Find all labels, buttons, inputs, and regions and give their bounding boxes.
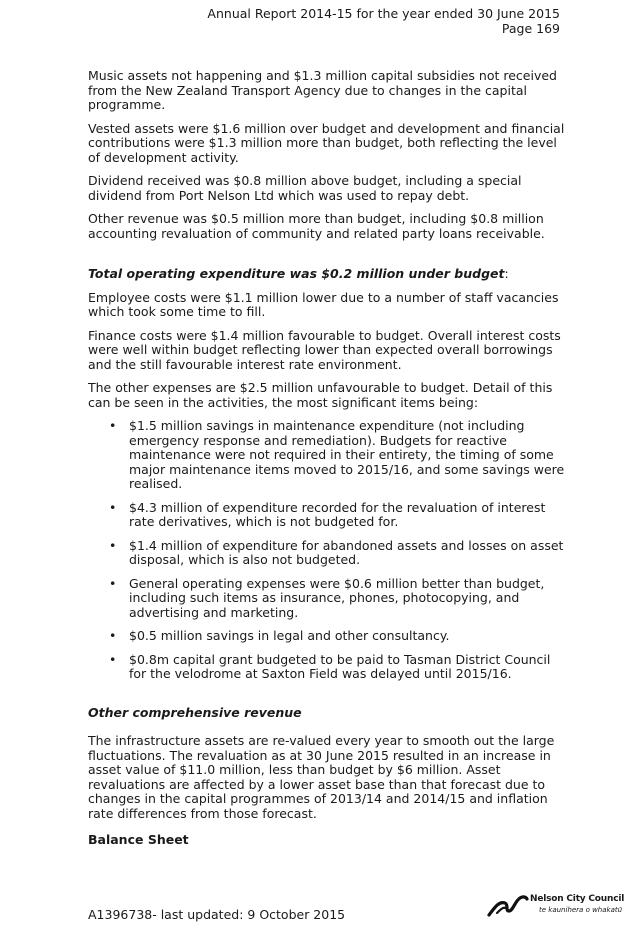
expenditure-heading-line [88,267,568,282]
bullet-icon: • [109,418,117,433]
heading-colon: : [504,266,509,281]
bullet-icon: • [109,575,117,591]
logo-subtitle: te kaunihera o whakatū [539,906,623,914]
expense-bullet-list [88,419,568,682]
list-item-text: $0.8m capital grant budgeted to be paid to Tasman District Council for the velodrome at Saxton Field was delayed until 2015/16. [129,651,551,681]
list-item [88,577,568,621]
page-header [207,6,560,36]
list-item [88,653,568,682]
bullet-icon: • [109,499,117,515]
report-title: Annual Report 2014-15 for the year ended 30 June 2015 [207,6,560,21]
list-item [88,629,568,644]
logo-name: Nelson City Council [530,894,625,904]
balance-sheet-heading: Balance Sheet [88,832,189,847]
bullet-icon: • [109,651,117,667]
comprehensive-revenue-heading: Other comprehensive revenue [88,704,302,720]
bullet-icon: • [109,537,117,553]
list-item-text: $0.5 million savings in legal and other consultancy. [129,628,450,643]
paragraph: Finance costs were $1.4 million favourable to budget. Overall interest costs were well within budget reflecting lower than expected overall borrowings and the still favourable interest rate environment. [88,327,561,372]
paragraph: Music assets not happening and $1.3 million capital subsidies not received from the New Zealand Transport Agency due to changes in the capital programme. [88,68,557,112]
bullet-icon: • [109,628,117,643]
list-item [88,419,568,492]
document-reference: A1396738- last updated: 9 October 2015 [88,907,346,922]
nelson-city-council-logo [487,893,627,919]
paragraph: The other expenses are $2.5 million unfavourable to budget. Detail of this can be seen in the activities, the most significant items being: [88,380,553,410]
list-item-text: $1.5 million savings in maintenance expenditure (not including emergency response and remediation). Budgets for reactive maintenance were not required in their entirety, the timing of some major maintenance items moved to 2015/16, and some savings were realised. [129,418,565,491]
paragraph: Vested assets were $1.6 million over budget and development and financial contributions were $1.3 million more than budget, both reflecting the level of development activity. [88,120,565,165]
list-item [88,539,568,568]
report-body [88,69,568,857]
list-item-text: General operating expenses were $0.6 million better than budget, including such items as insurance, phones, photocopying, and advertising and marketing. [129,575,545,620]
paragraph: Dividend received was $0.8 million above budget, including a special dividend from Port Nelson Ltd which was used to repay debt. [88,173,522,203]
paragraph: Employee costs were $1.1 million lower due to a number of staff vacancies which took some time to fill. [88,289,559,319]
list-item [88,501,568,530]
list-item-text: $1.4 million of expenditure for abandoned assets and losses on asset disposal, which is also not budgeted. [129,537,564,567]
page-number: Page 169 [501,21,560,36]
expenditure-heading: Total operating expenditure was $0.2 million under budget [88,266,505,281]
list-item-text: $4.3 million of expenditure recorded for the revaluation of interest rate derivatives, which is not budgeted for. [129,499,546,529]
paragraph: The infrastructure assets are re-valued every year to smooth out the large fluctuations. The revaluation as at 30 June 2015 resulted in an increase in asset value of $11.0 million, less than budget by $6 million. Asset revaluations are affected by a lower asset base than that forecast due to changes in the capital programmes of 2013/14 and 2014/15 and inflation rate differences from those forecast. [88,733,555,821]
paragraph: Other revenue was $0.5 million more than budget, including $0.8 million accounting revaluation of community and related party loans receivable. [88,211,545,241]
nelson-wave-icon [487,893,529,917]
